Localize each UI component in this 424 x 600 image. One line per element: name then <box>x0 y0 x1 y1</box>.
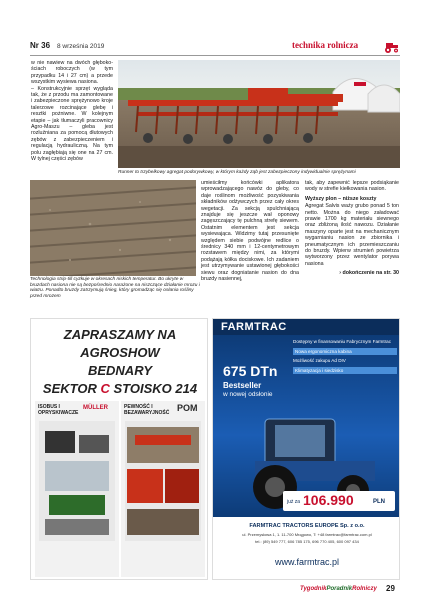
header <box>30 40 400 54</box>
photo-strip-till-field <box>30 180 196 276</box>
offer-item: Klimatyzacja i siedzisko <box>293 367 397 375</box>
ad-heading-2: AGROSHOW <box>80 345 160 360</box>
brand-pom: POM <box>177 403 198 413</box>
price-prefix: już za <box>287 499 301 505</box>
bestseller-label: Bestseller <box>223 381 262 390</box>
new-edition-label: w nowej odsłonie <box>223 391 273 398</box>
page-number: 29 <box>386 584 395 593</box>
ad-box-isobus <box>35 401 119 577</box>
paragraph: Agregat Salvis waży grubo ponad 5 ton netto. Można do niego załadować prawie 1700 kg materiału siewnego oraz zbliżoną ilość nawozu. Działanie maszyny oparte jest na mechanicznym wygarnianiu nasion ze zbiornika i pneumatycznym ich przemieszczaniu do bruzdy. Wpierw strumień powietrza wytworzony przez wentylator porywa nasiona <box>305 203 399 267</box>
sector-letter: C <box>100 381 110 396</box>
company-name: FARMTRAC TRACTORS EUROPE Sp. z o.o. <box>249 523 365 529</box>
header-rule <box>30 55 400 56</box>
ad-sector-line <box>31 381 208 396</box>
photo2-caption: Technologia strip-till cyzkuje w okresach niskich temperatur. Bo ukryte w bruzdach nasiona nie są bezpośrednio narażone na niszczące działanie mrozu i wiatru. Ponadto bruzdy zatrzymują śnieg, który gromadząc się osłania rośliny przed mrozem <box>30 277 200 299</box>
article-column-3 <box>305 180 399 277</box>
paragraph: w nie nawiew na dwóch głęboko-ściach roboczych (w tym przypadku 14 i 27 cm) a przede wszystkim wysiewa nasiona. <box>31 60 113 86</box>
sector-label: SEKTOR <box>42 381 97 396</box>
brand-muller: MÜLLER <box>83 405 108 411</box>
offer-list <box>293 339 397 374</box>
paragraph: umieściłmy końcówki aplikatora wprowadzającego nawóz do gleby, co daje roślinom możliwość pozyskiwania składników odżywczych przez cały okres wegetacji. Za sekcją spulchniającą znajduje się jeszcze wał oponowy zagęszczający tę pulchną strefę siewem. Ostatnim elementem jest sekcja wysiewająca. Widzimy tutaj przesunięte względem siebie podwójne redlice o średnicy 340 mm i 12-centymetrowym rozstawem między nimi, za którymi podążają kółka dociskowe. Ich zadaniem jest utrzymywanie ustawionej głębokości siewu oraz dogniatanie nasion do dna bruzdy nasiennej, <box>201 180 299 283</box>
ad-farmtrac[interactable] <box>212 318 400 580</box>
website-link[interactable]: www.farmtrac.pl <box>274 557 339 567</box>
box2-title: PEWNOŚĆ I BEZAWARYJNOŚĆ <box>124 404 170 416</box>
farmtrac-brand: FARMTRAC <box>221 321 287 333</box>
sprayer-image <box>39 421 115 541</box>
article-column-2 <box>201 180 299 283</box>
footer-publication <box>300 586 377 592</box>
offer-item: Dostępny w finansowaniu Fabrycznym Farmtrac <box>293 339 392 344</box>
pub-word-2: Poradnik <box>326 586 353 592</box>
issue-date: 8 września 2019 <box>57 42 105 50</box>
ad-box-pom <box>121 401 205 577</box>
paragraph: – Konstrukcyjnie sprzęt wygląda tak, że z przodu ma zamontowane i zabezpieczone sprężynowo kroje talerzowe rozcinające glebę i resztki pożniwne. W kolejnym etapie – jak tłumaczyli pracownicy Agro-Maszu – gleba jest rozluźniana za pomocą dłutowych zębów z zabezpieczeniem i regulacją hydrauliczną. Na tym polu zagłębiają się one na 27 cm. W tylnej części zębów <box>31 85 113 163</box>
pub-word-1: Tygodnik <box>300 586 327 592</box>
offer-item: Nowa ergonomiczna kabina <box>293 348 397 356</box>
pub-word-3: Rolniczy <box>352 586 377 592</box>
company-phone: tel.: (89) 549 777, 606 785 175, 696 770 405, 600 097 434 <box>255 539 359 544</box>
stand-label: STOISKO 214 <box>113 381 198 396</box>
photo-agregat-runner <box>118 60 400 168</box>
paragraph: tak, aby zapewnić lepsze podsiąkanie wody w strefie kiełkowania nasion. <box>305 180 399 193</box>
issue-number: Nr 36 <box>30 41 51 50</box>
continued-link[interactable]: › dokończenie na str. 30 <box>339 270 399 277</box>
box1-title: ISOBUS I OPRYSKIWACZE <box>38 404 79 416</box>
section-title: technika rolnicza <box>292 40 359 50</box>
ad-heading-1: ZAPRASZAMY NA <box>63 327 177 342</box>
subheading: Wyższy plon – niższe koszty <box>305 195 377 202</box>
tractor-icon <box>382 40 400 51</box>
ad-agroshow[interactable] <box>30 318 208 580</box>
cultivator-image <box>125 421 201 541</box>
price-value: 106.990 <box>303 492 354 508</box>
ad-heading-3: BEDNARY <box>87 363 153 378</box>
offer-item: Możliwość zakupu Ad DIV <box>293 358 346 363</box>
company-address: ul. Przemysłowa 1, 1. 11-700 Mrągowo, T: +48 farmtrac@farmtrac.com.pl <box>242 532 372 537</box>
photo1-caption: Runner to trzybelkowy agregat podorywkowy, w którym każdy ząb jest zabezpieczony indywidualnie sprężynami <box>118 170 356 175</box>
model-name: 675 DTn <box>223 363 278 379</box>
price-currency: PLN <box>373 499 385 505</box>
article-column-1 <box>31 60 113 163</box>
